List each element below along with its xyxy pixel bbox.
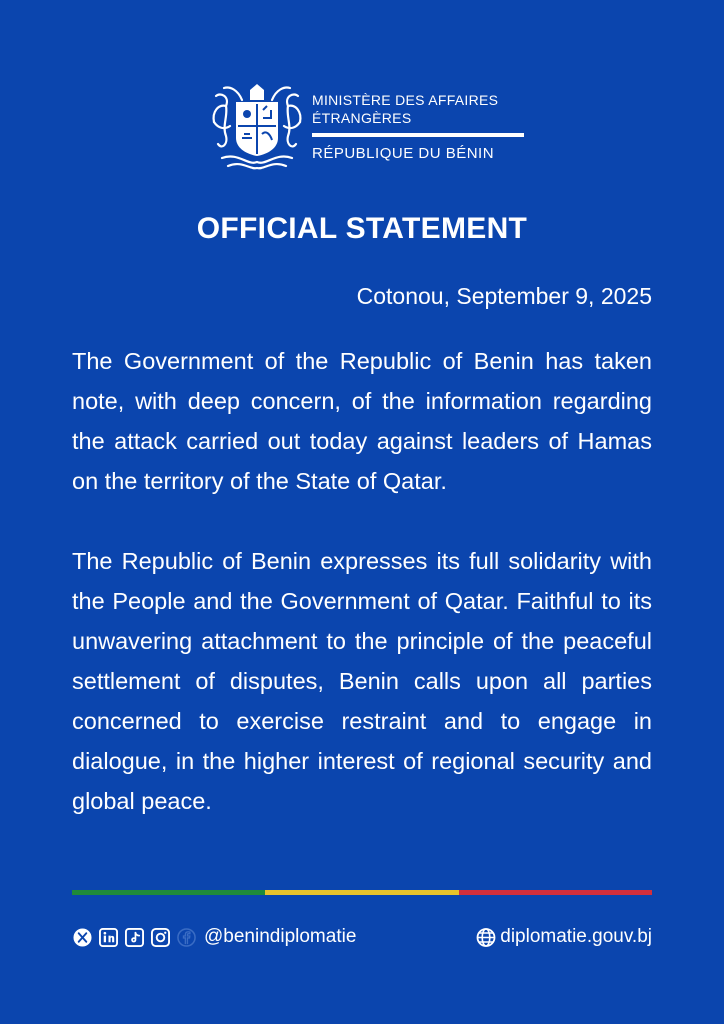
website-url[interactable]: diplomatie.gouv.bj: [500, 926, 652, 947]
website-link[interactable]: [476, 926, 652, 948]
globe-icon: [476, 927, 496, 947]
divider-yellow: [265, 890, 458, 895]
statement-title: OFFICIAL STATEMENT: [196, 212, 528, 245]
statement-body: [72, 341, 652, 821]
letterhead: [208, 82, 524, 172]
ministry-line-2: ÉTRANGÈRES: [312, 110, 412, 126]
divider-red: [459, 890, 652, 895]
tiktok-icon[interactable]: [124, 927, 144, 947]
facebook-icon[interactable]: [176, 927, 196, 947]
linkedin-icon[interactable]: [98, 927, 118, 947]
ministry-line-1: MINISTÈRE DES AFFAIRES: [312, 92, 499, 108]
instagram-icon[interactable]: [150, 927, 170, 947]
footer: [72, 926, 652, 954]
divider-green: [72, 890, 265, 895]
paragraph: The Republic of Benin expresses its full solidarity with the People and the Government of Qatar. Faithful to its unwavering attachment to the principle of the peaceful settlement of disputes, Benin calls upon all parties concerned to exercise restraint and to engage in dialogue, in the higher interest of regional security and global peace.: [72, 548, 652, 814]
social-links: [72, 926, 356, 948]
paragraph: The Government of the Republic of Benin has taken note, with deep concern, of the information regarding the attack carried out today against leaders of Hamas on the territory of the State of Qatar.: [72, 348, 652, 494]
social-handle[interactable]: @benindiplomatie: [204, 926, 357, 947]
dateline: Cotonou, September 9, 2025: [356, 283, 652, 309]
republic-name: RÉPUBLIQUE DU BÉNIN: [312, 145, 495, 162]
national-colors-divider: [72, 890, 652, 895]
benin-coat-of-arms-icon: [208, 82, 306, 172]
ministry-name: [312, 91, 498, 127]
x-icon[interactable]: [72, 927, 92, 947]
letterhead-divider: [312, 133, 524, 137]
